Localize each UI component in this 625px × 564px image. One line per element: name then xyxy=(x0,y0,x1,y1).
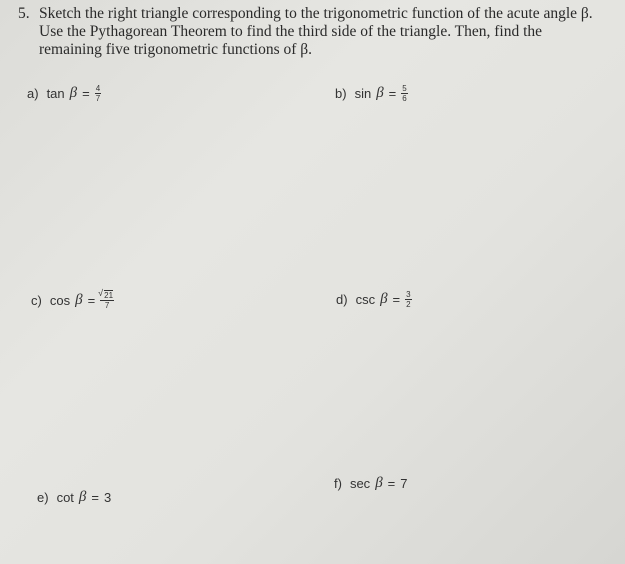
problem-label: f) xyxy=(334,476,342,491)
trig-function: cot xyxy=(56,490,74,505)
trig-function: sin xyxy=(354,86,372,101)
problem-label: c) xyxy=(31,292,42,308)
angle-variable: β xyxy=(78,489,87,505)
fraction xyxy=(100,290,114,310)
equals-sign: = xyxy=(392,292,401,307)
fraction-numerator xyxy=(100,290,114,301)
problem-d xyxy=(336,290,412,309)
equals-sign: = xyxy=(91,490,99,505)
angle-variable: β xyxy=(375,475,383,491)
fraction-denominator: 6 xyxy=(402,94,407,103)
angle-variable: β xyxy=(380,291,388,307)
question-prompt xyxy=(18,5,618,59)
angle-variable: β xyxy=(69,85,78,101)
question-line-3: remaining five trigonometric functions of β. xyxy=(39,41,313,58)
angle-variable: β xyxy=(75,291,83,308)
fraction-numerator: 4 xyxy=(95,84,101,93)
fraction-numerator: 3 xyxy=(406,290,411,299)
value: 3 xyxy=(103,490,112,505)
equals-sign: = xyxy=(87,292,96,308)
problem-b xyxy=(335,84,408,103)
equals-sign: = xyxy=(388,86,397,101)
fraction-denominator: 7 xyxy=(104,301,110,310)
equals-sign: = xyxy=(387,476,396,491)
problem-e xyxy=(37,489,111,506)
angle-variable: β xyxy=(376,85,384,101)
trig-function: tan xyxy=(46,86,65,101)
square-root-radicand: √ 21 xyxy=(104,290,113,300)
problem-f xyxy=(334,475,408,492)
fraction xyxy=(401,84,407,103)
problem-c xyxy=(31,290,114,310)
fraction xyxy=(95,84,101,103)
fraction-numerator: 5 xyxy=(402,84,407,93)
trig-function: csc xyxy=(355,292,376,307)
problem-a xyxy=(27,84,101,103)
fraction-denominator: 7 xyxy=(95,94,101,103)
trig-function: cos xyxy=(49,292,71,308)
fraction xyxy=(405,290,411,309)
value: 7 xyxy=(400,476,408,491)
question-line-1: Sketch the right triangle corresponding to the trigonometric function of the acute angle β. xyxy=(39,5,593,22)
problem-label: a) xyxy=(27,86,39,101)
question-number: 5. xyxy=(18,5,30,22)
equals-sign: = xyxy=(82,86,90,101)
problem-label: e) xyxy=(37,490,49,505)
problem-label: b) xyxy=(335,86,347,101)
fraction-denominator: 2 xyxy=(406,300,411,309)
trig-function: sec xyxy=(349,476,371,491)
problem-label: d) xyxy=(336,292,348,307)
question-line-2: Use the Pythagorean Theorem to find the third side of the triangle. Then, find the xyxy=(39,23,543,40)
